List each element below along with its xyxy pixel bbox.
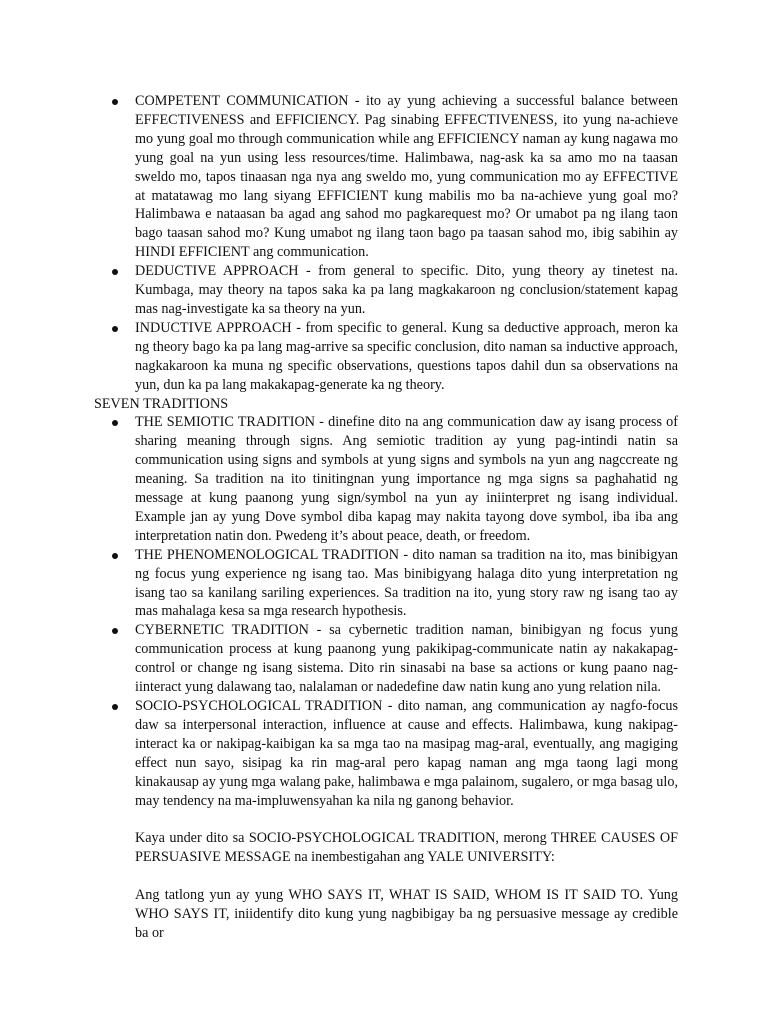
bullet-icon [112, 553, 118, 559]
list-item-text: INDUCTIVE APPROACH - from specific to general. Kung sa deductive approach, meron ka ng theory bago ka pa lang mag-arrive sa specific conclusion, dito naman sa inductive approach, nagkakaroon ka muna ng specific observations, questions tapos dahil dun sa observations na yun, dun ka pa lang makakapag-generate ka ng theory. [135, 319, 678, 393]
document-body [94, 92, 678, 943]
list-item [94, 92, 678, 262]
list-item [94, 697, 678, 810]
paragraph: Ang tatlong yun ay yung WHO SAYS IT, WHAT IS SAID, WHOM IS IT SAID TO. Yung WHO SAYS IT, iniidentify dito kung yung nagbibigay ba ng persuasive message ay credible ba or [135, 887, 678, 941]
list-item [94, 262, 678, 319]
list-item-text: SOCIO-PSYCHOLOGICAL TRADITION - dito naman, ang communication ay nagfo-focus daw sa interpersonal interaction, influence at cause and effects. Halimbawa, kung nakipag-interact ka or nakipag-kaibigan ka sa mga tao na masipag mag-aral, eventually, ang magiging effect nun sayo, sisipag ka rin mag-aral pero kapag naman ang mga taong lagi mong kinakausap ay yung mga walang pake, halimbawa e mga palainom, sugalero, or mga basag ulo, may tendency na ma-impluwensyahan ka nila ng ganong behavior. [135, 698, 678, 809]
bullet-icon [112, 420, 118, 426]
list-item-text: THE PHENOMENOLOGICAL TRADITION - dito naman sa tradition na ito, mas binibigyan ng focus yung experience ng isang tao. Mas binibigyang halaga dito yung interpretation ng isang tao sa kanilang sariling experiences. Sa tradition na ito, yung story raw ng isang tao ay mas mahalaga kesa sa mga research hypothesis. [135, 546, 678, 620]
bullet-icon [112, 326, 118, 332]
list-item [94, 413, 678, 545]
list-item-text: DEDUCTIVE APPROACH - from general to specific. Dito, yung theory ay tinetest na. Kumbaga, may theory na tapos saka ka pa lang magkakaroon ng conclusion/statement kapag mas nag-investigate ka sa theory na yun. [135, 263, 678, 317]
traditions-list [94, 413, 678, 810]
list-item [94, 319, 678, 395]
bullet-icon [112, 628, 118, 634]
bullet-icon [112, 269, 118, 275]
list-item [94, 621, 678, 697]
paragraph: Kaya under dito sa SOCIO-PSYCHOLOGICAL TRADITION, merong THREE CAUSES OF PERSUASIVE MESSAGE na inembestigahan ang YALE UNIVERSITY: [135, 830, 678, 866]
list-item-text: COMPETENT COMMUNICATION - ito ay yung achieving a successful balance between EFFECTIVENESS and EFFICIENCY. Pag sinabing EFFECTIVENESS, ito yung na-achieve mo yung goal mo through communication while ang EFFICIENCY naman ay kung nagawa mo yung goal na yun using less resources/time. Halimbawa, nag-ask ka sa amo mo na taasan sweldo mo, tapos tinaasan nga nya ang sweldo mo, yung communication mo ay EFFECTIVE at matatawag mo lang siyang EFFICIENT kung mabilis mo ba na-achieve yung goal mo? Halimbawa e nataasan ba agad ang sahod mo pagkarequest mo? Or umabot pa ng ilang taon bago taasan sahod mo? Kung umabot ng ilang taon bago pa taasan sahod mo, ibig sabihin ay HINDI EFFICIENT ang communication. [135, 93, 678, 261]
bullet-icon [112, 99, 118, 105]
bullet-icon [112, 704, 118, 710]
section-heading: SEVEN TRADITIONS [94, 395, 229, 412]
list-item-text: CYBERNETIC TRADITION - sa cybernetic tradition naman, binibigyan ng focus yung communication process at kung paanong yung pakikipag-communicate natin ay nakakapag-control or change ng isang sistema. Dito rin sinasabi na base sa actions or kung paano nag-iinteract yung dalawang tao, nalalaman or nadedefine daw natin kung ano yung relation nila. [135, 622, 678, 696]
list-item [94, 546, 678, 622]
list-item-text: THE SEMIOTIC TRADITION - dinefine dito na ang communication daw ay isang process of sharing meaning through signs. Ang semiotic tradition ay yung pag-intindi natin sa communication using signs and symbols at yung signs and symbols na yun ang nagccreate ng meaning. Sa tradition na ito tinitingnan yung importance ng mga signs sa paghahatid ng message at kung paanong yung sign/symbol na yun ay iniinterpret ng isang individual. Example jan ay yung Dove symbol diba kapag may nakita tayong dove symbol, iba iba ang interpretation natin don. Pwedeng it’s about peace, death, or freedom. [135, 414, 678, 544]
concepts-list [94, 92, 678, 395]
